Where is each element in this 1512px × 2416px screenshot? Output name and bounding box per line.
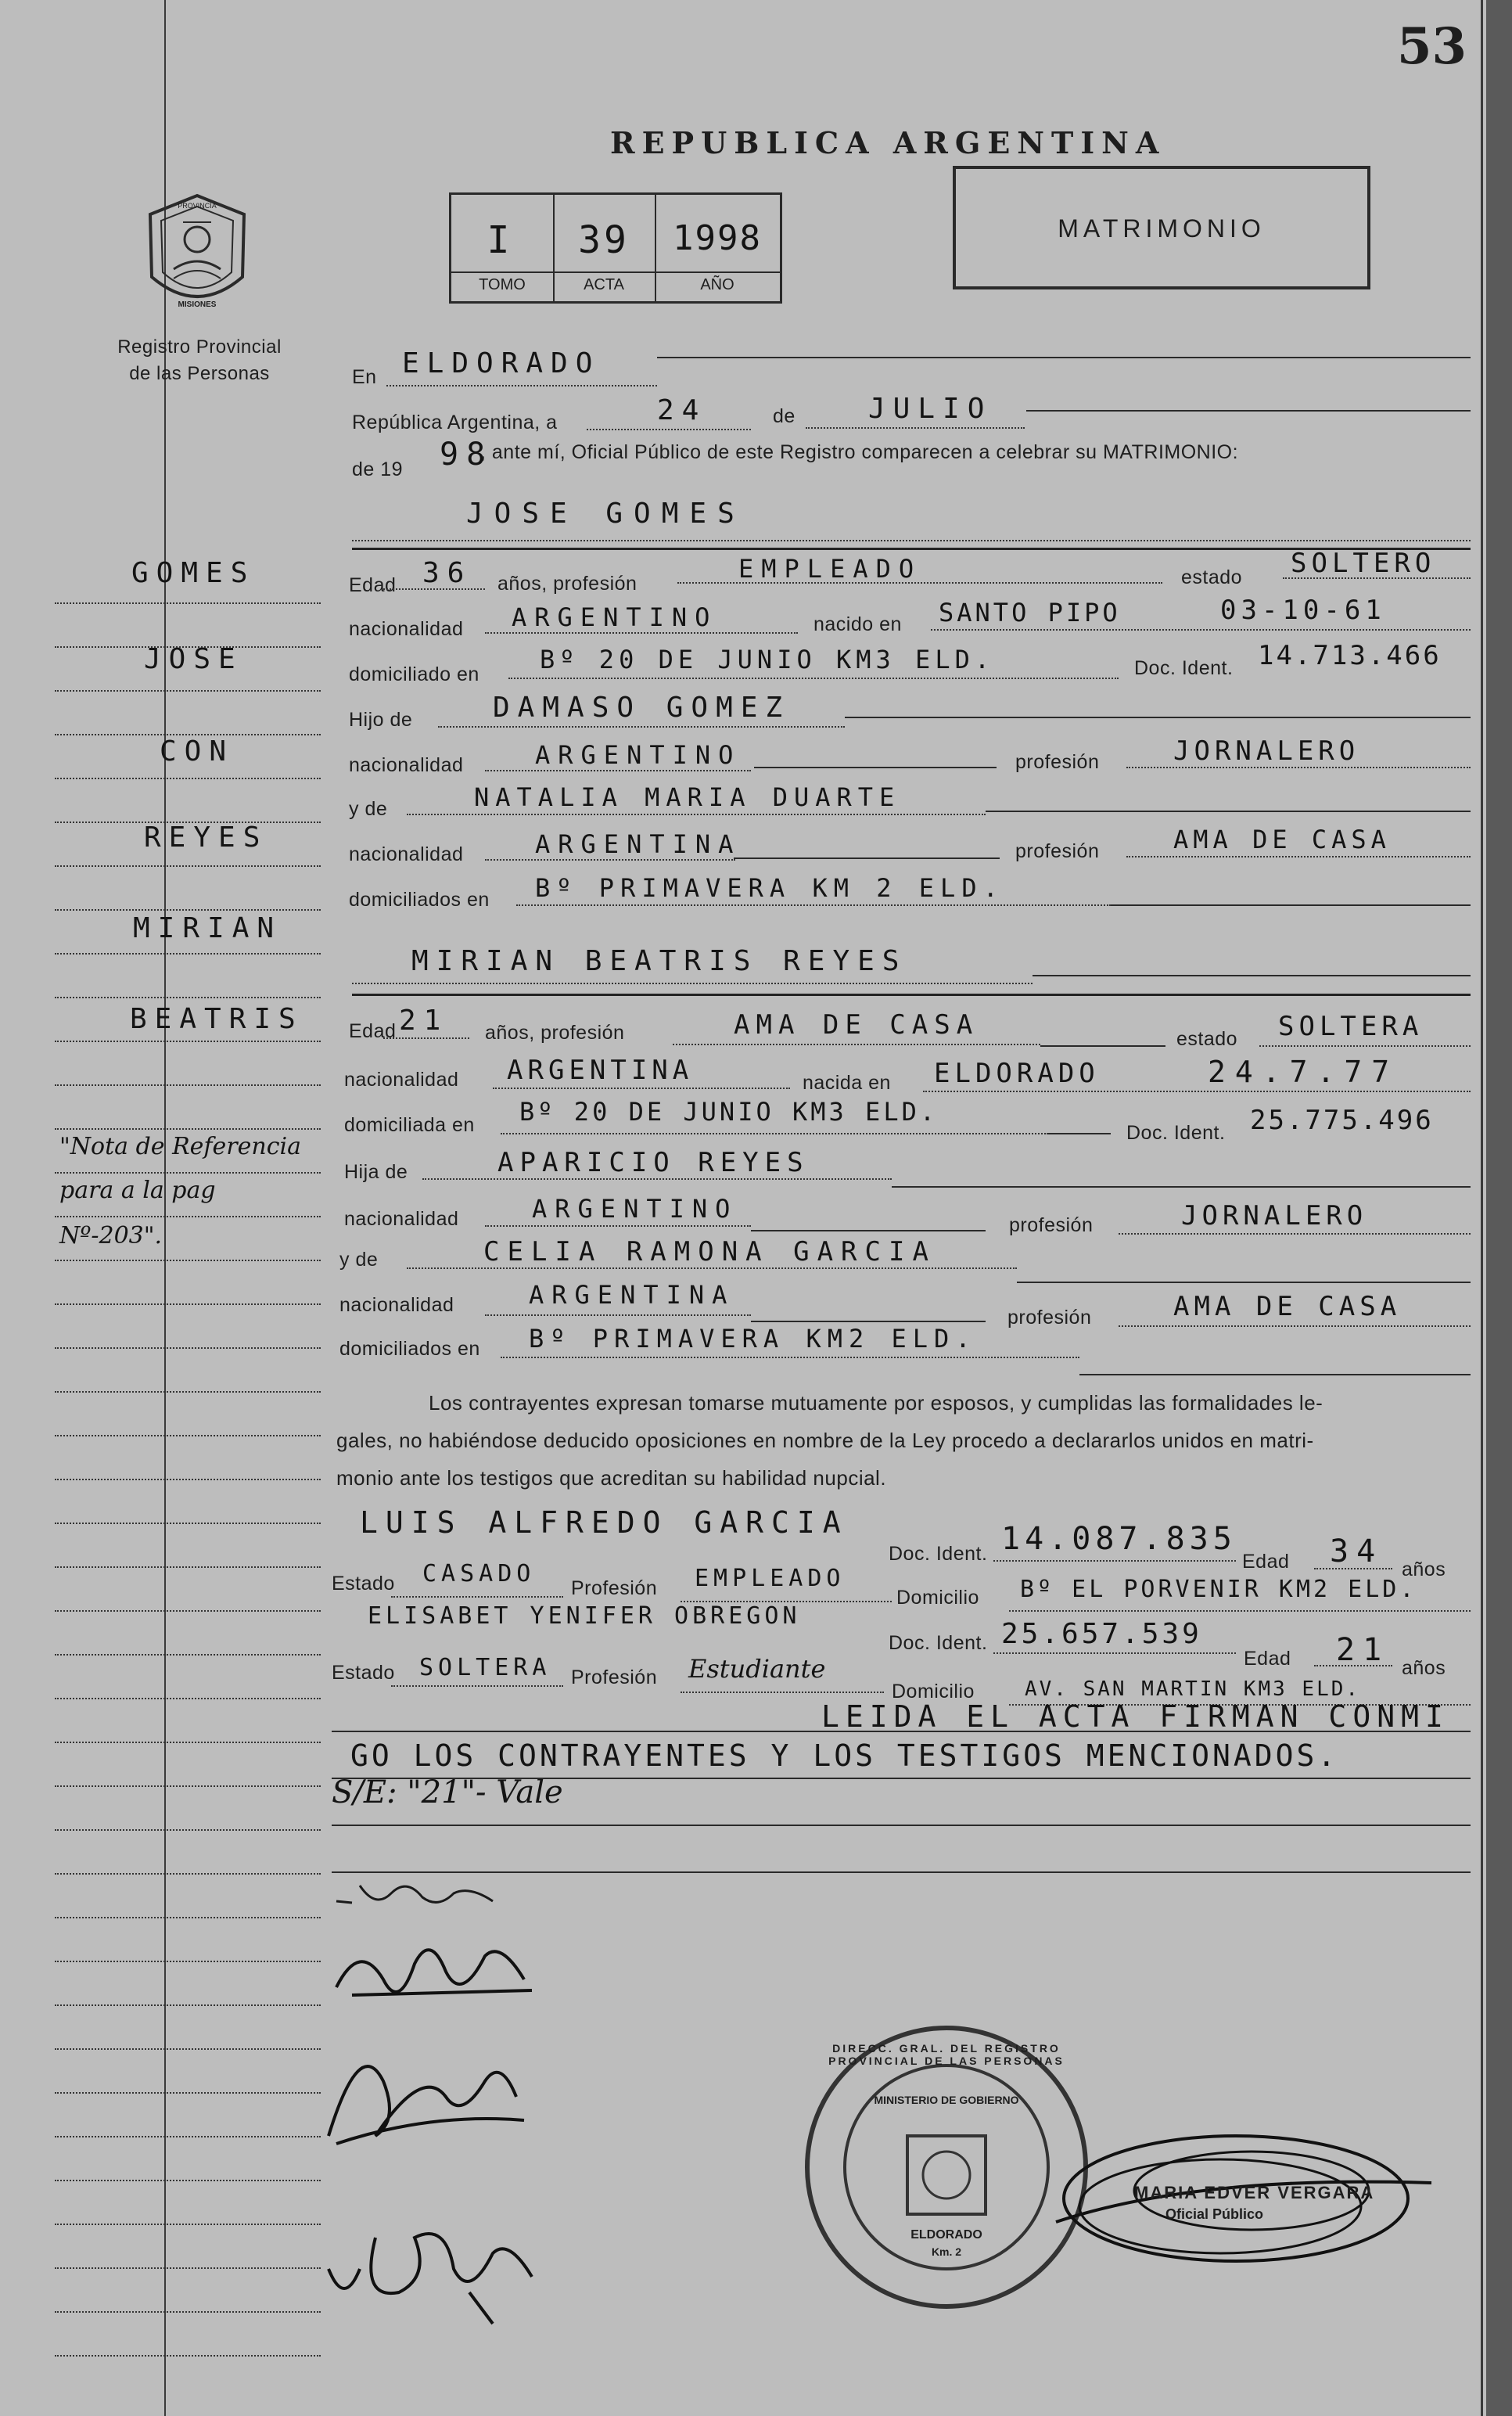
margin-ruled-line — [55, 997, 321, 998]
witness2-profession: Estudiante — [688, 1654, 826, 1684]
margin-ruled-line — [55, 1523, 321, 1524]
bride-nacionalidad-label: nacionalidad — [344, 1069, 459, 1091]
witness1-estado-label: Estado — [332, 1573, 395, 1594]
groom-father: DAMASO GOMEZ — [493, 692, 791, 724]
official-stamp — [1040, 2128, 1455, 2285]
witness2-estado-label: Estado — [332, 1662, 395, 1684]
seal-inner-text: MINISTERIO DE GOBIERNO — [874, 2094, 1019, 2106]
groom-mother-nationality: ARGENTINA — [535, 829, 742, 859]
margin-ruled-line — [55, 865, 321, 867]
bride-name: MIRIAN BEATRIS REYES — [411, 945, 907, 977]
signature-3-icon — [313, 2019, 548, 2163]
margin-ruled-line — [55, 778, 321, 779]
bride-mother-nac-label: nacionalidad — [339, 1294, 454, 1316]
margin-name-1: GOMES — [131, 557, 256, 589]
bride-father-nac-label: nacionalidad — [344, 1208, 459, 1230]
groom-parents-addr-label: domiciliados en — [349, 889, 490, 911]
reference-note-line3: Nº-203". — [59, 1222, 163, 1249]
crest-emblem-icon — [142, 191, 252, 316]
witness1-edad-label: Edad — [1242, 1551, 1290, 1573]
bride-nacida-label: nacida en — [803, 1072, 891, 1094]
en-label: En — [352, 366, 377, 388]
ano-value: 1998 — [673, 218, 762, 258]
groom-birthplace: SANTO PIPO — [939, 598, 1121, 627]
margin-ruled-line — [55, 2048, 321, 2050]
groom-doc-label: Doc. Ident. — [1134, 657, 1234, 679]
year-suffix: 98 — [440, 437, 494, 473]
witness2-prof-label: Profesión — [571, 1666, 658, 1688]
witness1-name: LUIS ALFREDO GARCIA — [360, 1505, 849, 1540]
groom-nacido-label: nacido en — [813, 613, 902, 635]
witness2-status: SOLTERA — [419, 1654, 551, 1681]
bride-parents-address: Bº PRIMAVERA KM2 ELD. — [529, 1324, 977, 1354]
official-name: MARIA EDVER VERGARA — [1134, 2183, 1375, 2202]
reference-note-line1: "Nota de Referencia — [59, 1133, 301, 1160]
bride-father-prof-label: profesión — [1009, 1214, 1094, 1236]
margin-ruled-line — [55, 1347, 321, 1349]
margin-ruled-line — [55, 2311, 321, 2313]
groom-doc: 14.713.466 — [1258, 640, 1442, 671]
groom-mother-prof-label: profesión — [1015, 840, 1100, 862]
page-binding-edge — [1486, 0, 1512, 2416]
groom-father-prof-label: profesión — [1015, 751, 1100, 773]
margin-ruled-line — [55, 1435, 321, 1436]
record-number-box — [449, 192, 782, 304]
margin-name-4: REYES — [144, 822, 268, 854]
margin-ruled-line — [55, 2180, 321, 2181]
groom-age: 36 — [422, 557, 472, 589]
groom-edad-label: Edad — [349, 574, 397, 596]
crest-top-text: PROVINCIA — [178, 202, 217, 210]
groom-father-nac-label: nacionalidad — [349, 754, 464, 776]
groom-status: SOLTERO — [1291, 548, 1436, 579]
margin-name-6: BEATRIS — [130, 1003, 303, 1035]
margin-ruled-line — [55, 1961, 321, 1962]
witness2-doc: 25.657.539 — [1001, 1618, 1202, 1650]
margin-ruled-line — [55, 953, 321, 955]
witness2-doc-label: Doc. Ident. — [889, 1632, 988, 1654]
margin-ruled-line — [55, 1873, 321, 1875]
bride-birthdate: 24.7.77 — [1208, 1055, 1399, 1089]
margin-ruled-line — [55, 1084, 321, 1086]
groom-y-de-label: y de — [349, 798, 388, 820]
margin-ruled-line — [55, 1566, 321, 1568]
witness1-doc: 14.087.835 — [1001, 1521, 1237, 1557]
margin-ruled-line — [55, 1917, 321, 1918]
right-margin-rule — [1481, 0, 1483, 2416]
registry-name-line1: Registro Provincial — [117, 336, 282, 358]
margin-ruled-line — [55, 1610, 321, 1612]
seal-sub-text: Km. 2 — [931, 2245, 962, 2258]
groom-anos-label: años, profesión — [497, 573, 637, 595]
margin-name-3: CON — [160, 735, 235, 768]
margin-ruled-line — [55, 909, 321, 911]
groom-address: Bº 20 DE JUNIO KM3 ELD. — [540, 645, 995, 674]
margin-ruled-line — [55, 1041, 321, 1042]
margin-ruled-line — [55, 1391, 321, 1393]
page-number: 53 — [1397, 17, 1467, 76]
margin-ruled-line — [55, 1128, 321, 1130]
witness1-anos-label: años — [1402, 1559, 1446, 1580]
margin-ruled-line — [55, 1785, 321, 1787]
groom-parents-address: Bº PRIMAVERA KM 2 ELD. — [535, 873, 1004, 903]
margin-ruled-line — [55, 2355, 321, 2357]
margin-ruled-line — [55, 2224, 321, 2225]
place-value: ELDORADO — [402, 347, 601, 379]
closing-line3: S/E: "21"- Vale — [332, 1774, 563, 1810]
record-type: MATRIMONIO — [1058, 214, 1266, 243]
margin-ruled-line — [55, 734, 321, 735]
witness2-edad-label: Edad — [1244, 1648, 1291, 1670]
bride-doc-label: Doc. Ident. — [1126, 1122, 1226, 1144]
groom-father-nationality: ARGENTINO — [535, 740, 742, 770]
bride-age: 21 — [399, 1005, 449, 1037]
seal-center-text: ELDORADO — [910, 2228, 982, 2242]
margin-ruled-line — [55, 1303, 321, 1305]
witness2-address: AV. SAN MARTIN KM3 ELD. — [1025, 1677, 1361, 1701]
groom-profession: EMPLEADO — [738, 554, 922, 584]
witness1-address: Bº EL PORVENIR KM2 ELD. — [1020, 1576, 1417, 1603]
month-value: JULIO — [868, 393, 993, 425]
witness1-status: CASADO — [422, 1560, 536, 1587]
signature-4-icon — [313, 2191, 563, 2335]
ano-label: AÑO — [700, 276, 734, 293]
acta-label: ACTA — [584, 276, 624, 293]
crest-bottom-text: MISIONES — [178, 300, 217, 309]
country-title: REPUBLICA ARGENTINA — [610, 125, 1166, 160]
official-title: Oficial Público — [1165, 2206, 1264, 2222]
day-value: 24 — [657, 394, 707, 426]
bride-status: SOLTERA — [1278, 1011, 1424, 1042]
bride-domiciliada-label: domiciliada en — [344, 1114, 475, 1136]
bride-mother-nationality: ARGENTINA — [529, 1280, 735, 1310]
margin-ruled-line — [55, 1479, 321, 1480]
witness1-doc-label: Doc. Ident. — [889, 1543, 988, 1565]
tomo-label: TOMO — [479, 276, 526, 293]
reference-note-line2: para a la pag — [59, 1177, 216, 1204]
bride-hija-label: Hija de — [344, 1161, 408, 1183]
margin-ruled-line — [55, 1829, 321, 1831]
groom-mother-profession: AMA DE CASA — [1173, 825, 1391, 854]
statement-line2: gales, no habiéndose deducido oposiciones en nombre de la Ley procedo a declararlos unidos en matri- — [336, 1429, 1314, 1452]
groom-domiciliado-label: domiciliado en — [349, 663, 479, 685]
margin-ruled-line — [55, 2092, 321, 2094]
witness2-anos-label: años — [1402, 1657, 1446, 1679]
bride-parents-addr-label: domiciliados en — [339, 1338, 480, 1360]
margin-ruled-line — [55, 602, 321, 604]
signature-1-icon — [329, 1862, 524, 1921]
closing-line2: GO LOS CONTRAYENTES Y LOS TESTIGOS MENCIONADOS. — [350, 1738, 1339, 1773]
groom-name: JOSE GOMES — [466, 498, 745, 530]
closing-line1: LEIDA EL ACTA FIRMAN CONMI — [821, 1699, 1449, 1734]
year-prefix: de 19 — [352, 458, 404, 480]
margin-ruled-line — [55, 1260, 321, 1261]
bride-father: APARICIO REYES — [497, 1147, 810, 1178]
registry-name-line2: de las Personas — [129, 363, 270, 384]
margin-ruled-line — [55, 2004, 321, 2006]
margin-ruled-line — [55, 1654, 321, 1656]
witness1-profession: EMPLEADO — [695, 1565, 846, 1592]
groom-mother: NATALIA MARIA DUARTE — [474, 782, 901, 812]
witness1-dom-label: Domicilio — [896, 1587, 979, 1609]
acta-value: 39 — [578, 218, 630, 262]
margin-name-2: JOSE — [144, 643, 243, 675]
statement-line1: Los contrayentes expresan tomarse mutuamente por esposos, y cumplidas las formalidades le- — [429, 1391, 1323, 1415]
groom-birthdate: 03-10-61 — [1220, 595, 1386, 626]
witness1-age: 34 — [1330, 1533, 1384, 1569]
province-crest — [142, 191, 252, 316]
bride-birthplace: ELDORADO — [934, 1058, 1100, 1089]
margin-ruled-line — [55, 646, 321, 648]
bride-anos-label: años, profesión — [485, 1022, 625, 1044]
bride-doc: 25.775.496 — [1250, 1105, 1434, 1136]
groom-hijo-label: Hijo de — [349, 709, 413, 731]
bride-mother: CELIA RAMONA GARCIA — [483, 1236, 936, 1267]
statement-line3: monio ante los testigos que acreditan su habilidad nupcial. — [336, 1466, 887, 1490]
witness2-age: 21 — [1336, 1632, 1390, 1668]
republic-label: República Argentina, a — [352, 412, 558, 433]
margin-ruled-line — [55, 1742, 321, 1743]
declaration-text: , ante mí, Oficial Público de este Registro comparecen a celebrar su MATRIMONIO: — [480, 441, 1239, 463]
record-type-box — [953, 166, 1370, 289]
bride-edad-label: Edad — [349, 1020, 397, 1042]
signature-2-icon — [329, 1925, 548, 2022]
bride-mother-profession: AMA DE CASA — [1173, 1291, 1402, 1322]
tomo-value: I — [487, 218, 518, 262]
margin-ruled-line — [55, 1698, 321, 1699]
groom-nationality: ARGENTINO — [512, 602, 718, 632]
margin-ruled-line — [55, 690, 321, 692]
bride-address: Bº 20 DE JUNIO KM3 ELD. — [519, 1097, 939, 1127]
groom-nacionalidad-label: nacionalidad — [349, 618, 464, 640]
margin-ruled-line — [55, 1172, 321, 1174]
margin-ruled-line — [55, 1216, 321, 1217]
witness2-name: ELISABET YENIFER OBREGON — [368, 1602, 801, 1630]
bride-father-nationality: ARGENTINO — [532, 1194, 738, 1224]
witness2-dom-label: Domicilio — [892, 1681, 975, 1702]
margin-name-5: MIRIAN — [133, 912, 282, 944]
bride-estado-label: estado — [1176, 1028, 1238, 1050]
groom-estado-label: estado — [1181, 566, 1243, 588]
de-label: de — [773, 405, 796, 427]
groom-mother-nac-label: nacionalidad — [349, 843, 464, 865]
bride-father-profession: JORNALERO — [1181, 1200, 1368, 1231]
bride-nationality: ARGENTINA — [507, 1055, 694, 1086]
seal-ring-text: DIRECC. GRAL. DEL REGISTRO PROVINCIAL DE LAS PERSONAS — [828, 2042, 1065, 2067]
margin-ruled-line — [55, 2136, 321, 2137]
witness1-prof-label: Profesión — [571, 1577, 658, 1599]
bride-mother-prof-label: profesión — [1007, 1307, 1092, 1328]
margin-ruled-line — [55, 822, 321, 823]
bride-y-de-label: y de — [339, 1249, 379, 1271]
bride-profession: AMA DE CASA — [734, 1009, 979, 1041]
margin-ruled-line — [55, 2267, 321, 2269]
groom-father-profession: JORNALERO — [1173, 735, 1360, 767]
